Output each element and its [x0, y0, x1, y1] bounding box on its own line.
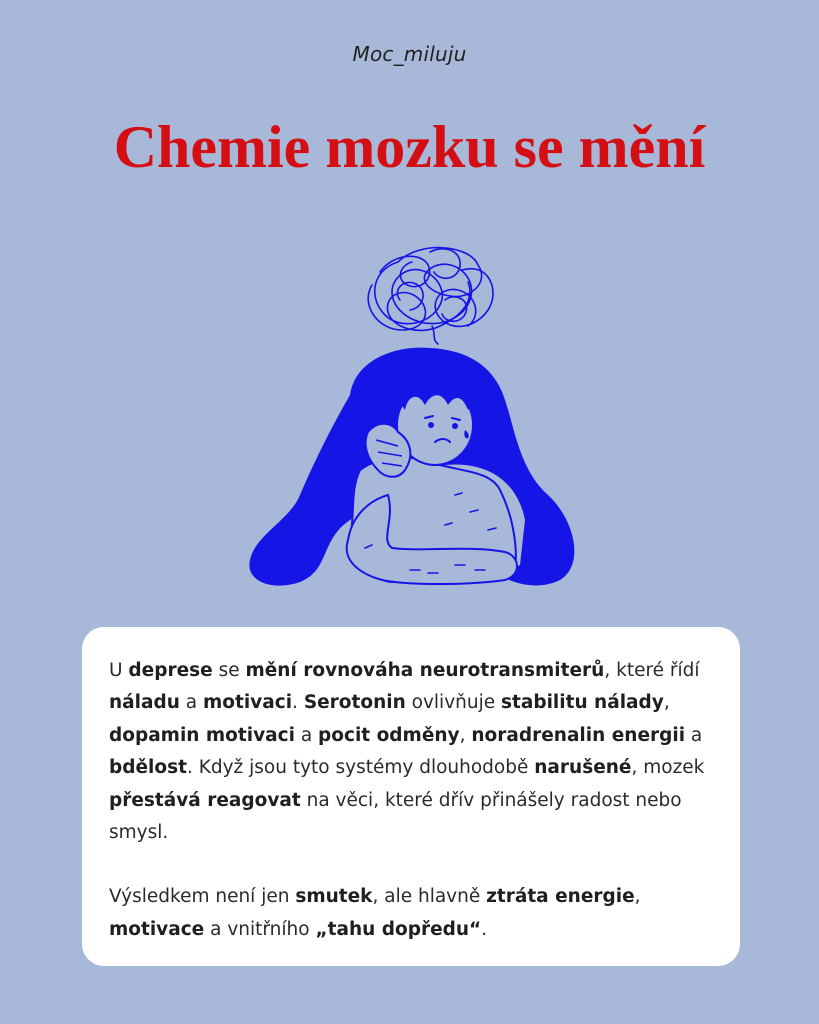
page-title: Chemie mozku se mění [113, 114, 706, 180]
account-handle: Moc_miluju [352, 42, 467, 66]
tangled-thoughts-icon [368, 248, 493, 344]
info-card [82, 627, 740, 966]
paragraph-neurotransmitters: U deprese se mění rovnováha neurotransmiterů, které řídí náladu a motivaci. Serotonin ovlivňuje stabilitu nálady, dopamin motivaci a pocit odměny, noradrenalin energii a bdělost. Když jsou tyto systémy dlouhodobě narušené, mozek přestává reagovat na věci, které dřív přinášely radost nebo smysl. [109, 660, 705, 844]
paragraph-result: Výsledkem není jen smutek, ale hlavně ztráta energie, motivace a vnitřního „tahu dopředu“. [109, 886, 641, 940]
sad-girl-tangled-thoughts-icon [240, 240, 580, 590]
